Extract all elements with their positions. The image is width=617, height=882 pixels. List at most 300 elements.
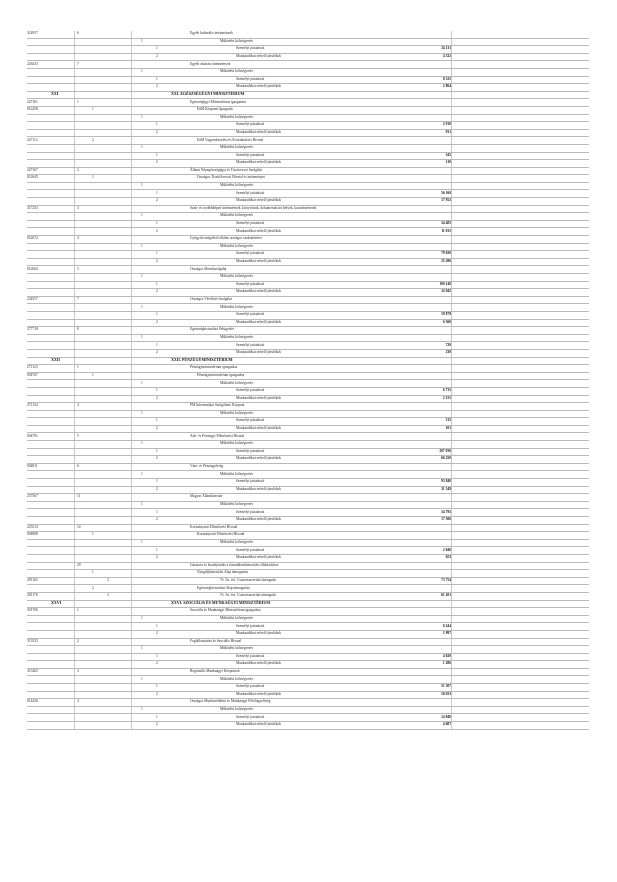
row-value: 4 020 xyxy=(442,653,451,658)
row-value: 720 xyxy=(445,342,451,347)
row-title: Személyi juttatások xyxy=(236,418,265,423)
row-number: 1 xyxy=(156,251,158,256)
row-number: 1 xyxy=(156,509,158,514)
table-row xyxy=(27,380,589,388)
row-number: 1 xyxy=(156,342,158,347)
row-code: 317253 xyxy=(27,205,38,210)
table-row xyxy=(27,244,589,252)
row-number: 1 xyxy=(77,608,79,613)
row-title: Regionális Munkaügyi Központok xyxy=(190,669,240,674)
row-title: Egészségügyi Minisztérium igazgatása xyxy=(190,99,246,104)
row-title: Gyógyító-megelőző ellátás országos szakintézetei xyxy=(190,236,262,241)
row-value: 100 140 xyxy=(439,281,451,286)
row-title: Személyi juttatások xyxy=(236,623,265,628)
row-title: Munkaadókat terhelő járulékok xyxy=(236,53,282,58)
section-row xyxy=(27,358,589,366)
row-value: 6 735 xyxy=(442,388,451,393)
row-value: 207 030 xyxy=(439,448,451,453)
row-title: Munkaadókat terhelő járulékok xyxy=(236,722,282,727)
table-row xyxy=(27,403,589,411)
table-row xyxy=(27,578,589,586)
table-row xyxy=(27,297,589,305)
row-title: Működési költségvetés xyxy=(220,471,254,476)
row-title: Munkaadókat terhelő járulékok xyxy=(236,661,282,666)
table-row xyxy=(27,39,589,47)
row-value: 931 xyxy=(445,129,451,134)
row-title: Tv. Sz. évi. Csatornaszerinti támogatás xyxy=(220,593,276,598)
row-value: 17 952 xyxy=(441,198,451,203)
row-code: 247101 xyxy=(27,99,38,104)
row-number: 2 xyxy=(156,691,158,696)
table-row xyxy=(27,388,589,396)
row-number: 2 xyxy=(156,350,158,355)
row-number: 1 xyxy=(141,145,143,150)
row-value: 6 244 xyxy=(442,623,451,628)
row-number: 2 xyxy=(156,289,158,294)
table-row xyxy=(27,418,589,426)
table-row xyxy=(27,342,589,350)
row-code: 012664 xyxy=(27,266,38,271)
row-title: Vám- és Pénzügyőrség xyxy=(190,464,224,469)
row-value: 14 840 xyxy=(441,714,451,719)
row-value: 101 xyxy=(445,426,451,431)
table-row xyxy=(27,525,589,533)
row-number: 1 xyxy=(92,532,94,537)
row-number: 3 xyxy=(77,205,79,210)
table-row xyxy=(27,661,589,669)
row-number: 1 xyxy=(141,676,143,681)
row-number: 1 xyxy=(156,653,158,658)
row-number: 2 xyxy=(156,160,158,165)
row-title: Működési költségvetés xyxy=(220,380,254,385)
row-value: 2 910 xyxy=(442,122,451,127)
table-row xyxy=(27,433,589,441)
row-number: 2 xyxy=(156,319,158,324)
table-row xyxy=(27,130,589,138)
row-number: 2 xyxy=(156,456,158,461)
row-number: 1 xyxy=(141,471,143,476)
table-row xyxy=(27,441,589,449)
row-title: Működési költségvetés xyxy=(220,69,254,74)
table-row xyxy=(27,509,589,517)
row-code: 247112 xyxy=(27,137,38,142)
row-title: Kormányzati Ellenőrzési Hivatal xyxy=(197,532,245,537)
row-title: Országos Munkavédelmi és Munkaügyi Főfelügyelőség xyxy=(190,699,271,704)
row-title: Működési költségvetés xyxy=(220,213,254,218)
table-row xyxy=(27,69,589,77)
row-number: 5 xyxy=(77,266,79,271)
row-value: 79 020 xyxy=(441,251,451,256)
row-title: Személyi juttatások xyxy=(236,479,265,484)
row-title: Személyi juttatások xyxy=(236,281,265,286)
table-row xyxy=(27,77,589,85)
table-row xyxy=(27,251,589,259)
row-code: 271134 xyxy=(27,403,38,408)
row-title: Országos Vérellátó Szolgálat xyxy=(190,296,232,301)
table-row xyxy=(27,502,589,510)
row-number: 4 xyxy=(77,699,79,704)
row-title: Személyi juttatások xyxy=(236,342,265,347)
row-title: Működési költségvetés xyxy=(220,145,254,150)
table-row xyxy=(27,570,589,578)
row-title: Személyi juttatások xyxy=(236,251,265,256)
row-code: 237567 xyxy=(27,494,38,499)
row-value: 345 xyxy=(445,152,451,157)
row-value: 2 864 xyxy=(442,84,451,89)
row-number: 1 xyxy=(92,570,94,575)
table-row xyxy=(27,684,589,692)
row-title: Munkaadókat terhelő járulékok xyxy=(236,456,282,461)
row-number: 4 xyxy=(77,236,79,241)
row-number: 14 xyxy=(77,524,81,529)
row-title: Személyi juttatások xyxy=(236,312,265,317)
table-row xyxy=(27,699,589,707)
row-title: Munkaadókat terhelő járulékok xyxy=(236,426,282,431)
row-number: 6 xyxy=(77,464,79,469)
row-code: 301706 xyxy=(27,608,38,613)
row-number: 29 xyxy=(77,562,81,567)
row-title: Működési költségvetés xyxy=(220,183,254,188)
row-title: EüM Központi Igazgatás xyxy=(197,107,233,112)
table-row xyxy=(27,266,589,274)
table-row xyxy=(27,639,589,647)
table-row xyxy=(27,585,589,593)
row-code: 277718 xyxy=(27,327,38,332)
row-number: 2 xyxy=(156,395,158,400)
row-title: Magyar Államkincstár xyxy=(190,494,223,499)
row-number: 1 xyxy=(141,243,143,248)
row-title: Kormányzati Ellenőrzési Hivatal xyxy=(190,524,238,529)
row-value: 2 040 xyxy=(442,547,451,552)
table-row xyxy=(27,654,589,662)
row-title: Működési költségvetés xyxy=(220,707,254,712)
row-title: Munkaadókat terhelő járulékok xyxy=(236,84,282,89)
row-number: 2 xyxy=(156,486,158,491)
row-number: 2 xyxy=(156,228,158,233)
table-row xyxy=(27,646,589,654)
table-row xyxy=(27,160,589,168)
table-row xyxy=(27,145,589,153)
row-code: 315402 xyxy=(27,669,38,674)
row-number: 1 xyxy=(156,312,158,317)
row-number: 1 xyxy=(141,274,143,279)
table-row xyxy=(27,99,589,107)
section-row xyxy=(27,92,589,100)
row-number: 1 xyxy=(141,410,143,415)
row-code: 247167 xyxy=(27,167,38,172)
row-value: 17 506 xyxy=(441,517,451,522)
row-value: 315 xyxy=(445,418,451,423)
row-title: Működési költségvetés xyxy=(220,334,254,339)
row-value: 16 023 xyxy=(441,691,451,696)
row-value: 11 035 xyxy=(441,228,451,233)
row-value: 34 485 xyxy=(441,221,451,226)
row-title: Munkaadókat terhelő járulékok xyxy=(236,486,282,491)
row-number: 3 xyxy=(107,593,109,598)
row-number: 1 xyxy=(141,646,143,651)
row-number: 2 xyxy=(156,129,158,134)
table-row xyxy=(27,320,589,328)
row-number: 7 xyxy=(77,61,79,66)
row-number: 2 xyxy=(156,661,158,666)
row-title: Személyi juttatások xyxy=(236,221,265,226)
row-number: 2 xyxy=(156,517,158,522)
row-title: Egészségbiztosítási Alap támogatása xyxy=(197,585,250,590)
row-title: Személyi juttatások xyxy=(236,714,265,719)
table-row xyxy=(27,722,589,730)
row-number: 11 xyxy=(77,494,81,499)
row-title: Egyéb oktatási intézmények xyxy=(190,61,231,66)
table-row xyxy=(27,676,589,684)
row-title: Pénzügyminisztérium igazgatása xyxy=(190,365,238,370)
row-title: Működési költségvetés xyxy=(220,646,254,651)
row-number: 2 xyxy=(156,53,158,58)
table-row xyxy=(27,206,589,214)
row-title: Munkaadókat terhelő járulékok xyxy=(236,160,282,165)
row-number: 1 xyxy=(156,281,158,286)
row-title: Személyi juttatások xyxy=(236,388,265,393)
row-title: Szak- és továbbképző intézmények, könyvtárak, dokumentációs helyek, kutatóintézetek xyxy=(190,205,317,210)
row-title: Tv. Sz. évi. Csatornaszerinti támogatás xyxy=(220,577,276,582)
row-title: Működési költségvetés xyxy=(220,615,254,620)
row-title: Pénzügyminisztérium igazgatása xyxy=(197,372,245,377)
row-number: 8 xyxy=(77,327,79,332)
table-row xyxy=(27,714,589,722)
row-value: 1 286 xyxy=(442,661,451,666)
row-title: Állami Népegészségügyi és Tisztiorvosi Szolgálat xyxy=(190,167,263,172)
table-row xyxy=(27,228,589,236)
table-row xyxy=(27,335,589,343)
row-title: Munkaadókat terhelő járulékok xyxy=(236,395,282,400)
row-value: 8 325 xyxy=(442,76,451,81)
row-title: Munkaadókat terhelő járulékok xyxy=(236,129,282,134)
row-number: 1 xyxy=(141,539,143,544)
row-value: 31 349 xyxy=(441,486,451,491)
table-row xyxy=(27,153,589,161)
row-number: 1 xyxy=(141,304,143,309)
row-title: Működési költségvetés xyxy=(220,410,254,415)
row-title: Egészségbiztosítási Felügyelet xyxy=(190,327,235,332)
row-number: 1 xyxy=(156,714,158,719)
row-title: Munkaadókat terhelő járulékok xyxy=(236,555,282,560)
table-row xyxy=(27,631,589,639)
row-number: 1 xyxy=(141,114,143,119)
row-number: 1 xyxy=(141,213,143,218)
row-title: Nyugdíjbiztosítási Alap támogatása xyxy=(197,570,249,575)
section-row xyxy=(27,601,589,609)
row-number: 1 xyxy=(141,38,143,43)
row-title: Működési költségvetés xyxy=(220,38,254,43)
row-number: 1 xyxy=(156,388,158,393)
row-number: 1 xyxy=(156,479,158,484)
row-title: Egyéb kulturális intézmények xyxy=(190,31,233,36)
row-value: 54 795 xyxy=(441,509,451,514)
row-title: Munkaadókat terhelő járulékok xyxy=(236,289,282,294)
table-row xyxy=(27,61,589,69)
row-number: 1 xyxy=(77,99,79,104)
row-value: 653 xyxy=(445,555,451,560)
row-code: 004767 xyxy=(27,372,38,377)
row-code: 281165 xyxy=(27,577,38,582)
row-number: 1 xyxy=(156,418,158,423)
row-number: 1 xyxy=(92,175,94,180)
row-title: XXI. EGÉSZSÉGÜGYI MINISZTÉRIUM xyxy=(171,90,245,96)
row-title: Személyi juttatások xyxy=(236,509,265,514)
row-number: 1 xyxy=(156,547,158,552)
row-value: 4 687 xyxy=(442,722,451,727)
table-row xyxy=(27,168,589,176)
row-title: Munkaadókat terhelő járulékok xyxy=(236,631,282,636)
row-code: 314957 xyxy=(27,31,38,36)
row-number: 1 xyxy=(141,615,143,620)
row-title: Országos Tisztifőorvosi Hivatal és intézményei xyxy=(197,175,266,180)
row-number: 2 xyxy=(92,585,94,590)
row-number: 2 xyxy=(156,555,158,560)
row-title: Munkaadókat terhelő járulékok xyxy=(236,198,282,203)
row-code: 004811 xyxy=(27,464,38,469)
row-value: 2 155 xyxy=(442,395,451,400)
row-code: 226433 xyxy=(27,61,38,66)
row-title: Személyi juttatások xyxy=(236,653,265,658)
row-number: 7 xyxy=(77,296,79,301)
table-row xyxy=(27,479,589,487)
row-number: 2 xyxy=(156,722,158,727)
table-row xyxy=(27,426,589,434)
row-number: 1 xyxy=(92,372,94,377)
row-title: Személyi juttatások xyxy=(236,684,265,689)
row-title: Működési költségvetés xyxy=(220,114,254,119)
row-title: Személyi juttatások xyxy=(236,122,265,127)
row-code: 234557 xyxy=(27,296,38,301)
table-row xyxy=(27,608,589,616)
table-row xyxy=(27,449,589,457)
row-title: Működési költségvetés xyxy=(220,274,254,279)
row-number: 1 xyxy=(77,365,79,370)
row-value: 1 997 xyxy=(442,631,451,636)
row-code: 271123 xyxy=(27,365,38,370)
table-row xyxy=(27,54,589,62)
row-title: Munkaadókat terhelő járulékok xyxy=(236,691,282,696)
table-row xyxy=(27,190,589,198)
row-title: Személyi juttatások xyxy=(236,547,265,552)
row-title: Garancia és hozzájárulás a társadalombiztosítási ellátásokhoz xyxy=(190,562,279,567)
row-title: PM Informatikai Szolgáltató Központ xyxy=(190,403,245,408)
table-row xyxy=(27,274,589,282)
table-row xyxy=(27,373,589,381)
row-title: Munkaadókat terhelő járulékok xyxy=(236,259,282,264)
row-number: 2 xyxy=(156,198,158,203)
table-row xyxy=(27,304,589,312)
row-number: 1 xyxy=(156,623,158,628)
row-number: 6 xyxy=(77,31,79,36)
row-number: 5 xyxy=(77,433,79,438)
row-number: 2 xyxy=(156,84,158,89)
table-row xyxy=(27,707,589,715)
row-code: 012645 xyxy=(27,175,38,180)
row-number: 3 xyxy=(77,669,79,674)
row-title: Munkaadókat terhelő járulékok xyxy=(236,350,282,355)
table-row xyxy=(27,236,589,244)
table-row xyxy=(27,411,589,419)
table-row xyxy=(27,183,589,191)
row-title: Működési költségvetés xyxy=(220,304,254,309)
row-number: 4 xyxy=(77,403,79,408)
table-row xyxy=(27,555,589,563)
table-row xyxy=(27,532,589,540)
row-code: 281176 xyxy=(27,593,38,598)
budget-table xyxy=(27,31,589,730)
row-number: XXVI xyxy=(51,599,62,605)
row-number: XXI xyxy=(51,90,59,96)
table-row xyxy=(27,547,589,555)
row-code: 012458 xyxy=(27,107,38,112)
table-row xyxy=(27,593,589,601)
row-title: Személyi juttatások xyxy=(236,152,265,157)
row-title: Személyi juttatások xyxy=(236,190,265,195)
row-number: 1 xyxy=(141,183,143,188)
table-row xyxy=(27,259,589,267)
table-row xyxy=(27,365,589,373)
row-number: 1 xyxy=(156,122,158,127)
row-number: 1 xyxy=(92,107,94,112)
row-number: 3 xyxy=(107,577,109,582)
table-row xyxy=(27,31,589,39)
table-row xyxy=(27,84,589,92)
table-row xyxy=(27,213,589,221)
table-row xyxy=(27,616,589,624)
table-row xyxy=(27,623,589,631)
row-title: Működési költségvetés xyxy=(220,243,254,248)
row-title: Szociális és Munkaügyi Minisztérium igazgatása xyxy=(190,608,261,613)
row-value: 34 131 xyxy=(441,46,451,51)
row-title: XXVI. SZOCIÁLIS ÉS MUNKAÜGYI MINISZTÉRIUM xyxy=(171,599,271,605)
row-title: Működési költségvetés xyxy=(220,502,254,507)
table-row xyxy=(27,692,589,700)
row-number: 1 xyxy=(156,152,158,157)
row-code: 004791 xyxy=(27,433,38,438)
row-code: 313535 xyxy=(27,638,38,643)
table-row xyxy=(27,122,589,130)
row-number: 1 xyxy=(156,221,158,226)
row-title: XXII. PÉNZÜGYMINISZTÉRIUM xyxy=(171,356,233,362)
row-title: Működési költségvetés xyxy=(220,539,254,544)
row-number: 2 xyxy=(92,137,94,142)
row-value: 61 201 xyxy=(441,593,451,598)
row-number: 1 xyxy=(156,76,158,81)
table-row xyxy=(27,137,589,145)
row-number: 1 xyxy=(156,448,158,453)
row-title: Személyi juttatások xyxy=(236,448,265,453)
table-row xyxy=(27,221,589,229)
row-title: Munkaadókat terhelő járulékok xyxy=(236,228,282,233)
row-value: 93 840 xyxy=(441,479,451,484)
table-row xyxy=(27,289,589,297)
row-title: Adó- és Pénzügyi Ellenőrzési Hivatal xyxy=(190,433,245,438)
table-row xyxy=(27,540,589,548)
table-row xyxy=(27,464,589,472)
row-value: 230 xyxy=(445,350,451,355)
table-row xyxy=(27,46,589,54)
row-value: 6 360 xyxy=(442,319,451,324)
row-value: 19 879 xyxy=(441,312,451,317)
row-number: 2 xyxy=(156,259,158,264)
row-value: 25 286 xyxy=(441,259,451,264)
row-number: 1 xyxy=(141,441,143,446)
row-number: 1 xyxy=(141,380,143,385)
row-number: 1 xyxy=(141,707,143,712)
row-title: Személyi juttatások xyxy=(236,76,265,81)
row-number: 1 xyxy=(141,502,143,507)
